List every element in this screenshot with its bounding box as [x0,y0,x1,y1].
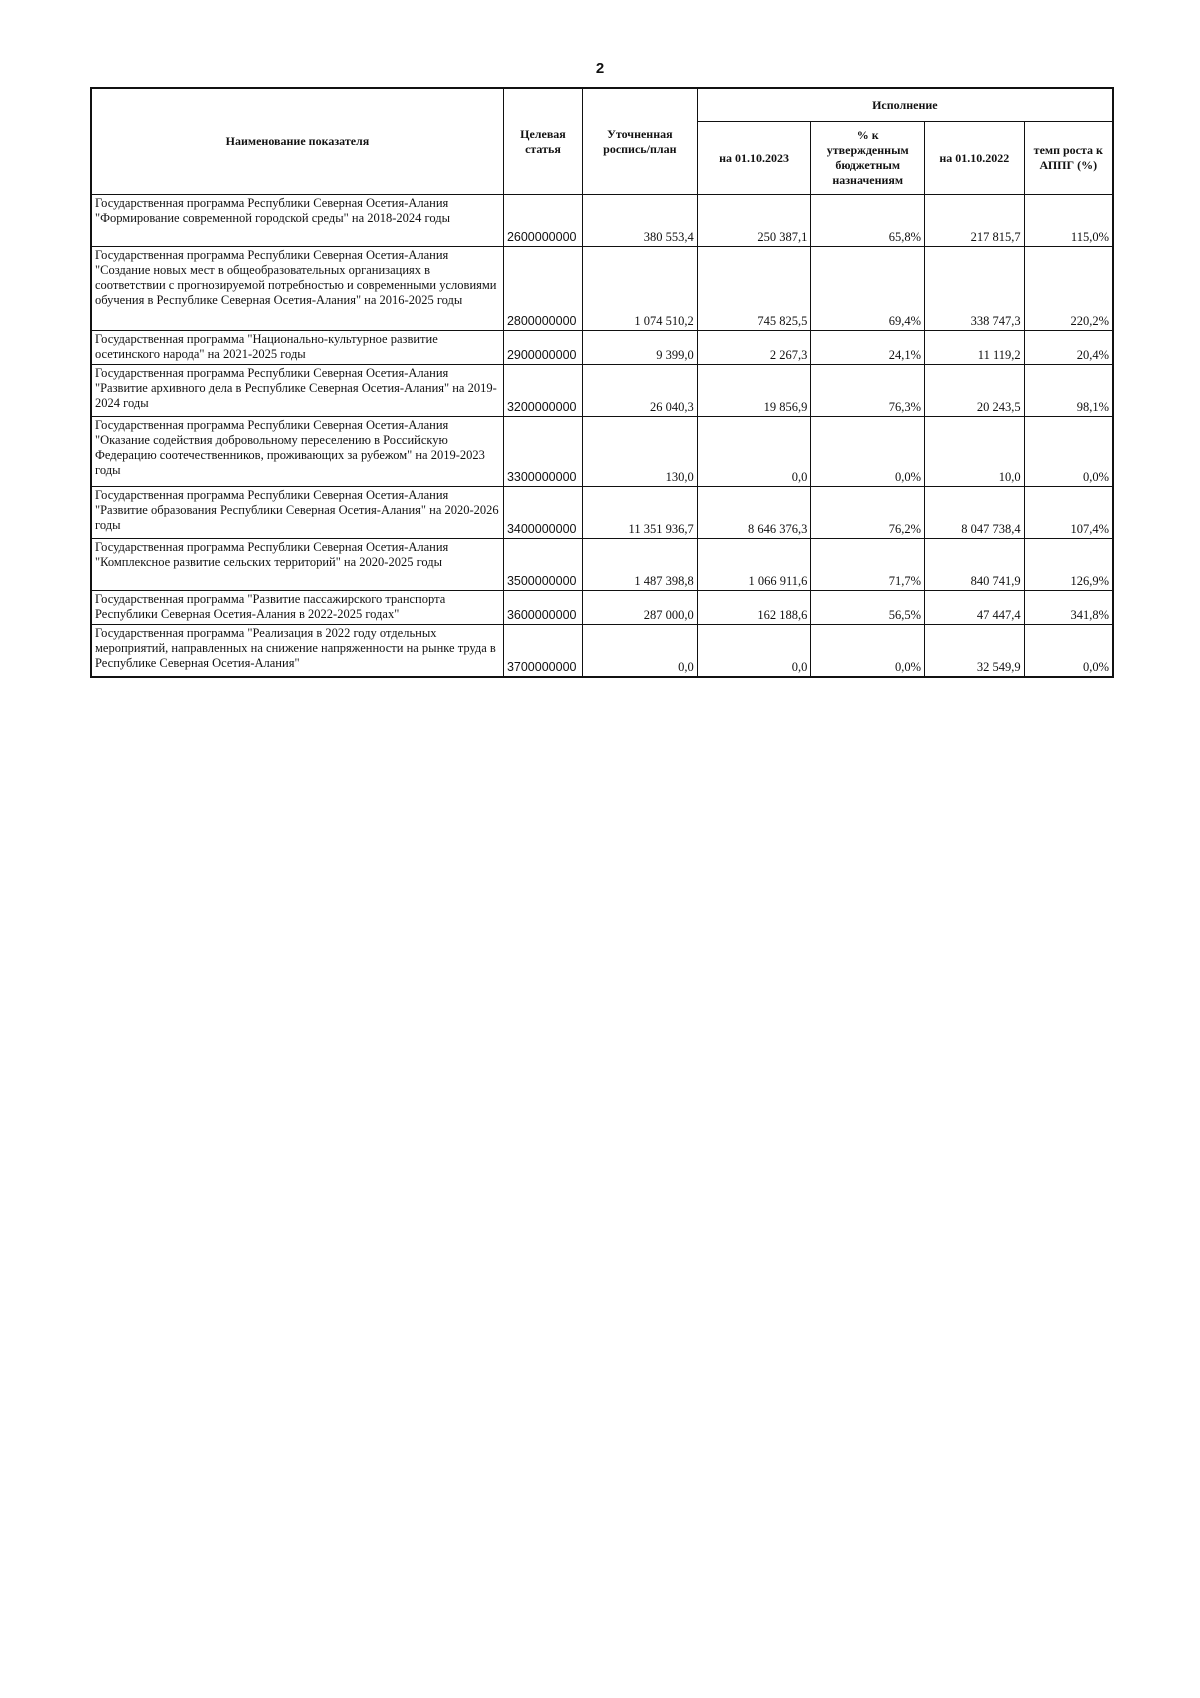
program-name: Государственная программа Республики Северная Осетия-Алания "Комплексное развитие сельских территорий" на 2020-2025 годы [91,539,503,591]
percent-value: 76,3% [811,365,925,417]
percent-value: 65,8% [811,195,925,247]
exec-2022-value: 840 741,9 [925,539,1025,591]
target-code: 3300000000 [503,417,582,487]
exec-2023-value: 0,0 [697,417,811,487]
exec-2023-value: 250 387,1 [697,195,811,247]
target-code: 3600000000 [503,591,582,625]
table-row [91,331,1113,365]
target-code: 2600000000 [503,195,582,247]
target-code: 3700000000 [503,625,582,677]
program-name: Государственная программа "Развитие пассажирского транспорта Республики Северная Осетия-Алания в 2022-2025 годах" [91,591,503,625]
plan-value: 380 553,4 [582,195,697,247]
header-exec-2023: на 01.10.2023 [697,122,811,195]
header-growth: темп роста к АППГ (%) [1024,122,1113,195]
header-percent: % к утвержденным бюджетным назначениям [811,122,925,195]
exec-2022-value: 8 047 738,4 [925,487,1025,539]
header-execution-group: Исполнение [697,88,1113,122]
exec-2022-value: 217 815,7 [925,195,1025,247]
growth-value: 220,2% [1024,247,1113,331]
plan-value: 11 351 936,7 [582,487,697,539]
plan-value: 130,0 [582,417,697,487]
exec-2022-value: 10,0 [925,417,1025,487]
header-plan: Уточненная роспись/план [582,88,697,195]
plan-value: 287 000,0 [582,591,697,625]
table-row [91,195,1113,247]
header-exec-2022: на 01.10.2022 [925,122,1025,195]
target-code: 3200000000 [503,365,582,417]
exec-2023-value: 162 188,6 [697,591,811,625]
header-name: Наименование показателя [91,88,503,195]
header-code: Целевая статья [503,88,582,195]
program-name: Государственная программа Республики Северная Осетия-Алания "Развитие архивного дела в Республике Северная Осетия-Алания" на 2019-2024 годы [91,365,503,417]
program-name: Государственная программа Республики Северная Осетия-Алания "Оказание содействия добровольному переселению в Российскую Федерацию соотечественников, проживающих за рубежом" на 2019-2023 годы [91,417,503,487]
exec-2023-value: 1 066 911,6 [697,539,811,591]
exec-2023-value: 2 267,3 [697,331,811,365]
table-row [91,539,1113,591]
table-row [91,487,1113,539]
percent-value: 69,4% [811,247,925,331]
growth-value: 126,9% [1024,539,1113,591]
target-code: 2900000000 [503,331,582,365]
exec-2023-value: 745 825,5 [697,247,811,331]
target-code: 2800000000 [503,247,582,331]
program-name: Государственная программа Республики Северная Осетия-Алания "Формирование современной городской среды" на 2018-2024 годы [91,195,503,247]
plan-value: 1 074 510,2 [582,247,697,331]
plan-value: 26 040,3 [582,365,697,417]
plan-value: 1 487 398,8 [582,539,697,591]
growth-value: 115,0% [1024,195,1113,247]
table-row [91,417,1113,487]
growth-value: 341,8% [1024,591,1113,625]
exec-2022-value: 11 119,2 [925,331,1025,365]
target-code: 3500000000 [503,539,582,591]
table-row [91,247,1113,331]
table-row [91,625,1113,677]
percent-value: 76,2% [811,487,925,539]
percent-value: 24,1% [811,331,925,365]
percent-value: 0,0% [811,417,925,487]
table-row [91,365,1113,417]
program-name: Государственная программа Республики Северная Осетия-Алания "Создание новых мест в общеобразовательных организациях в соответствии с прогнозируемой потребностью и современными условиями обучения в Республике Северная Осетия-Алания" на 2016-2025 годы [91,247,503,331]
plan-value: 0,0 [582,625,697,677]
growth-value: 0,0% [1024,625,1113,677]
program-name: Государственная программа Республики Северная Осетия-Алания "Развитие образования Республики Северная Осетия-Алания" на 2020-2026 годы [91,487,503,539]
growth-value: 98,1% [1024,365,1113,417]
exec-2023-value: 19 856,9 [697,365,811,417]
exec-2022-value: 32 549,9 [925,625,1025,677]
program-name: Государственная программа "Реализация в 2022 году отдельных мероприятий, направленных на снижение напряженности на рынке труда в Республике Северная Осетия-Алания" [91,625,503,677]
plan-value: 9 399,0 [582,331,697,365]
page-number: 2 [595,60,605,77]
growth-value: 107,4% [1024,487,1113,539]
target-code: 3400000000 [503,487,582,539]
percent-value: 71,7% [811,539,925,591]
exec-2023-value: 0,0 [697,625,811,677]
growth-value: 20,4% [1024,331,1113,365]
exec-2023-value: 8 646 376,3 [697,487,811,539]
program-name: Государственная программа "Национально-культурное развитие осетинского народа" на 2021-2025 годы [91,331,503,365]
exec-2022-value: 20 243,5 [925,365,1025,417]
exec-2022-value: 47 447,4 [925,591,1025,625]
exec-2022-value: 338 747,3 [925,247,1025,331]
percent-value: 0,0% [811,625,925,677]
percent-value: 56,5% [811,591,925,625]
growth-value: 0,0% [1024,417,1113,487]
budget-execution-table [90,87,1114,678]
table-row [91,591,1113,625]
